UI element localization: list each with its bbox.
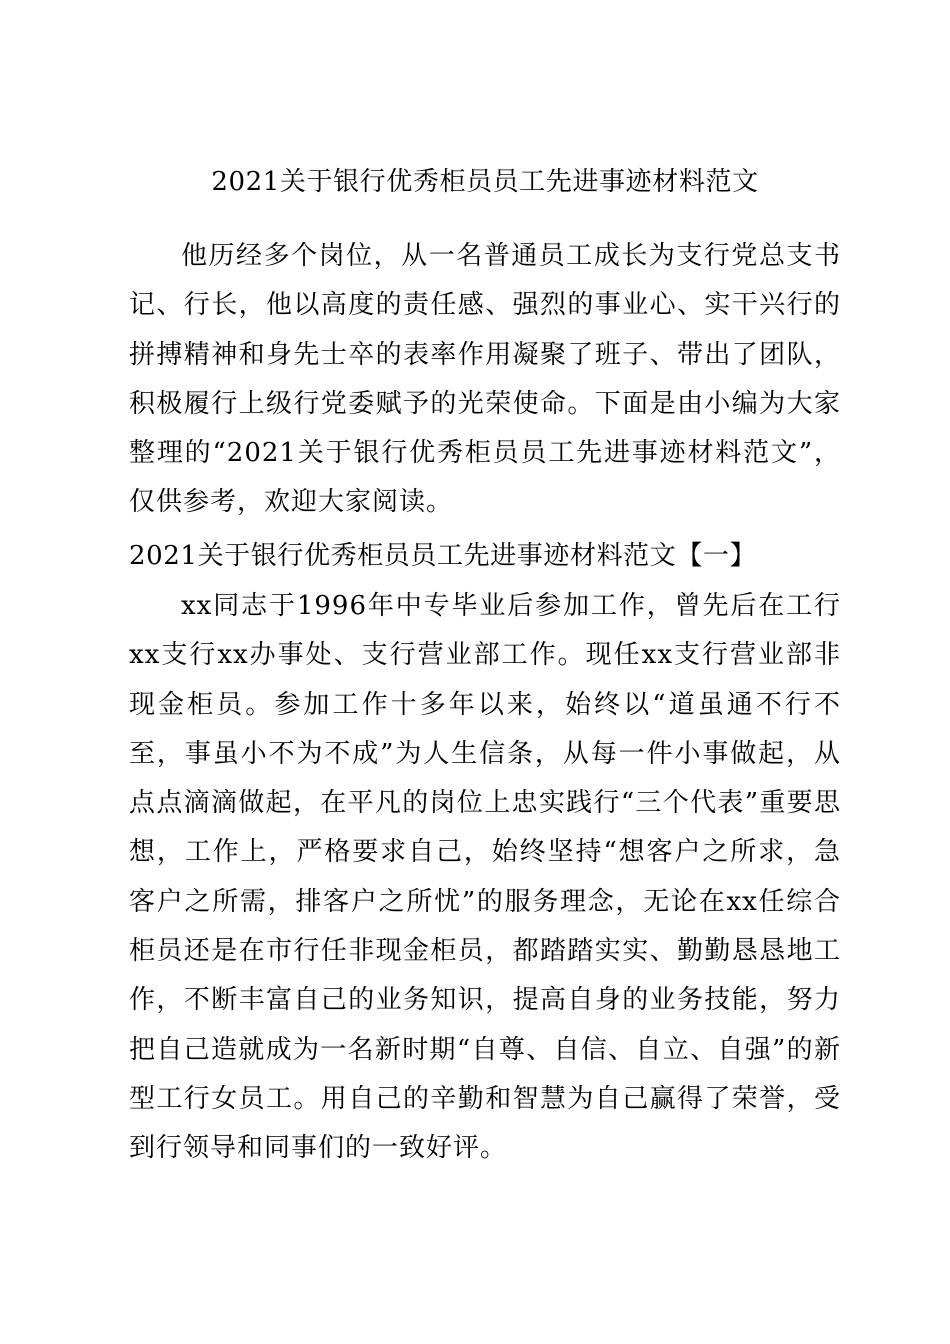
section-heading: 2021关于银行优秀柜员员工先进事迹材料范文【一】 [129, 541, 757, 571]
intro-paragraph: 他历经多个岗位，从一名普通员工成长为支行党总支书记、行长，他以高度的责任感、强烈的事业心、实干兴行的拼搏精神和身先士卒的表率作用凝聚了班子、带出了团队，积极履行上级行党委赋予的光荣使命。下面是由小编为大家整理的“2021关于银行优秀柜员员工先进事迹材料范文”，仅供参考，欢迎大家阅读。 [129, 241, 841, 518]
document-title: 2021关于银行优秀柜员员工先进事迹材料范文 [211, 167, 759, 197]
body-paragraph: xx同志于1996年中专毕业后参加工作，曾先后在工行xx支行xx办事处、支行营业部工作。现任xx支行营业部非现金柜员。参加工作十多年以来，始终以“道虽通不行不至，事虽小不为不成”为人生信条，从每一件小事做起，从点点滴滴做起，在平凡的岗位上忠实践行“三个代表”重要思想，工作上，严格要求自己，始终坚持“想客户之所求，急客户之所需，排客户之所忧”的服务理念，无论在xx任综合柜员还是在市行任非现金柜员，都踏踏实实、勤勤恳恳地工作，不断丰富自己的业务知识，提高自身的业务技能，努力把自己造就成为一名新时期“自尊、自信、自立、自强”的新型工行女员工。用自己的辛勤和智慧为自己赢得了荣誉，受到行领导和同事们的一致好评。 [129, 591, 841, 1164]
